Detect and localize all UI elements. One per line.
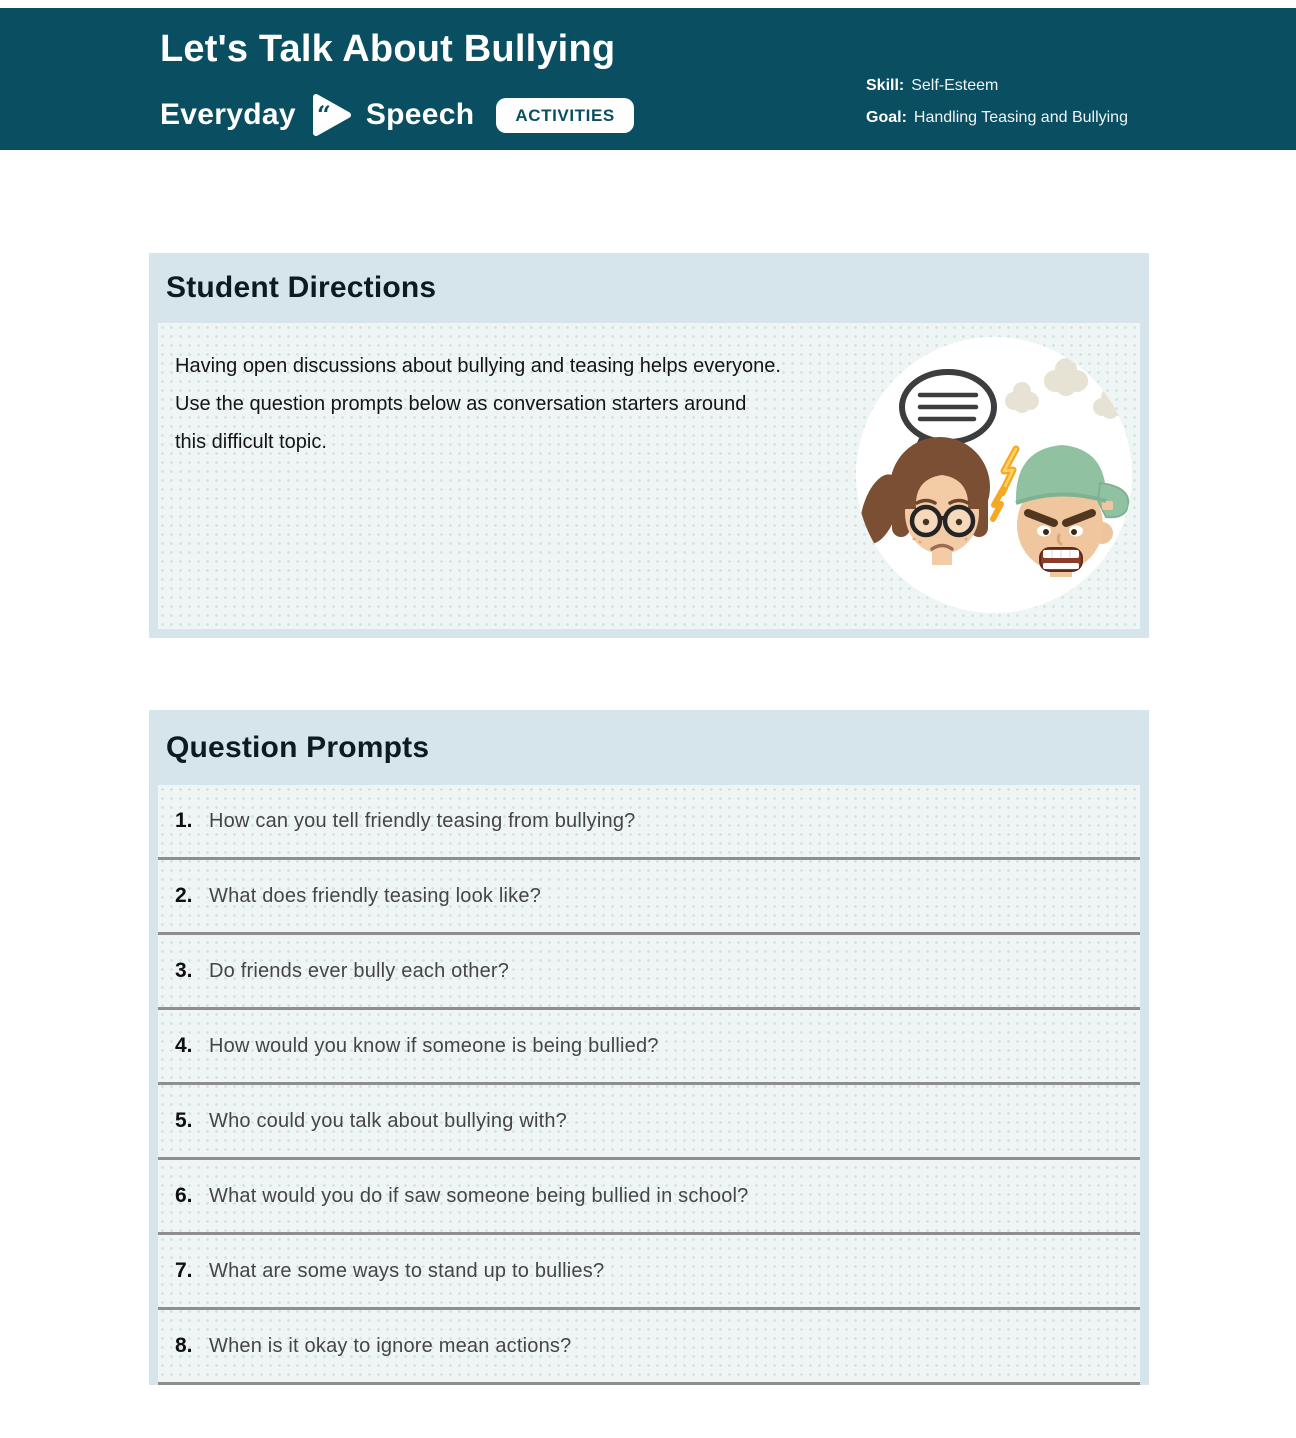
student-directions-header [149, 253, 1149, 323]
bullying-illustration-svg [856, 337, 1132, 613]
top-margin-strip [0, 0, 1296, 8]
header [0, 8, 1296, 150]
goal-label: Goal: [866, 109, 907, 126]
question-row-6 [158, 1160, 1140, 1235]
activities-badge: ACTIVITIES [496, 98, 634, 133]
question-number: 1. [175, 809, 193, 832]
question-prompts-title: Question Prompts [166, 730, 430, 764]
question-number: 8. [175, 1334, 193, 1357]
question-text: How would you know if someone is being bullied? [209, 1034, 659, 1057]
question-text: What would you do if saw someone being bullied in school? [209, 1184, 749, 1207]
question-number: 7. [175, 1259, 193, 1282]
skill-value: Self-Esteem [911, 77, 999, 94]
question-row-2 [158, 860, 1140, 935]
question-prompts-header [149, 710, 1149, 785]
question-row-4 [158, 1010, 1140, 1085]
skill-row [866, 70, 1128, 102]
question-prompts-list [149, 785, 1149, 1385]
question-number: 2. [175, 884, 193, 907]
question-text: Do friends ever bully each other? [209, 959, 510, 982]
question-text: Who could you talk about bullying with? [209, 1109, 568, 1132]
play-quote-icon [308, 92, 354, 138]
question-row-5 [158, 1085, 1140, 1160]
question-number: 5. [175, 1109, 193, 1132]
directions-line-1: Having open discussions about bullying and teasing helps everyone. [175, 355, 781, 377]
brand-word-speech: Speech [365, 98, 475, 131]
question-number: 4. [175, 1034, 193, 1057]
question-row-7 [158, 1235, 1140, 1310]
svg-text:“: “ [316, 100, 331, 129]
goal-value: Handling Teasing and Bullying [913, 109, 1128, 126]
brand-word-everyday: Everyday [160, 98, 296, 131]
brand-logo [160, 92, 634, 138]
angry-boy-head [1016, 445, 1129, 577]
girl-head [856, 437, 990, 565]
student-directions-title: Student Directions [166, 271, 437, 304]
question-row-1 [158, 785, 1140, 860]
question-text: When is it okay to ignore mean actions? [209, 1334, 572, 1357]
student-directions-body [149, 323, 1149, 638]
question-number: 3. [175, 959, 193, 982]
page-title: Let's Talk About Bullying [160, 28, 616, 70]
directions-line-2: Use the question prompts below as conversation starters around [175, 393, 747, 415]
student-directions-panel [149, 253, 1149, 638]
skill-label: Skill: [866, 77, 905, 94]
question-number: 6. [175, 1184, 193, 1207]
question-text: What does friendly teasing look like? [209, 884, 542, 907]
directions-line-3: this difficult topic. [175, 431, 327, 453]
question-row-8 [158, 1310, 1140, 1385]
lightning-bolts [993, 449, 1016, 519]
goal-row [866, 102, 1128, 134]
question-prompts-panel [149, 710, 1149, 1385]
bullying-illustration [856, 337, 1132, 613]
question-text: How can you tell friendly teasing from bullying? [209, 809, 636, 832]
header-meta [866, 70, 1128, 134]
question-text: What are some ways to stand up to bullies? [209, 1259, 605, 1282]
question-row-3 [158, 935, 1140, 1010]
